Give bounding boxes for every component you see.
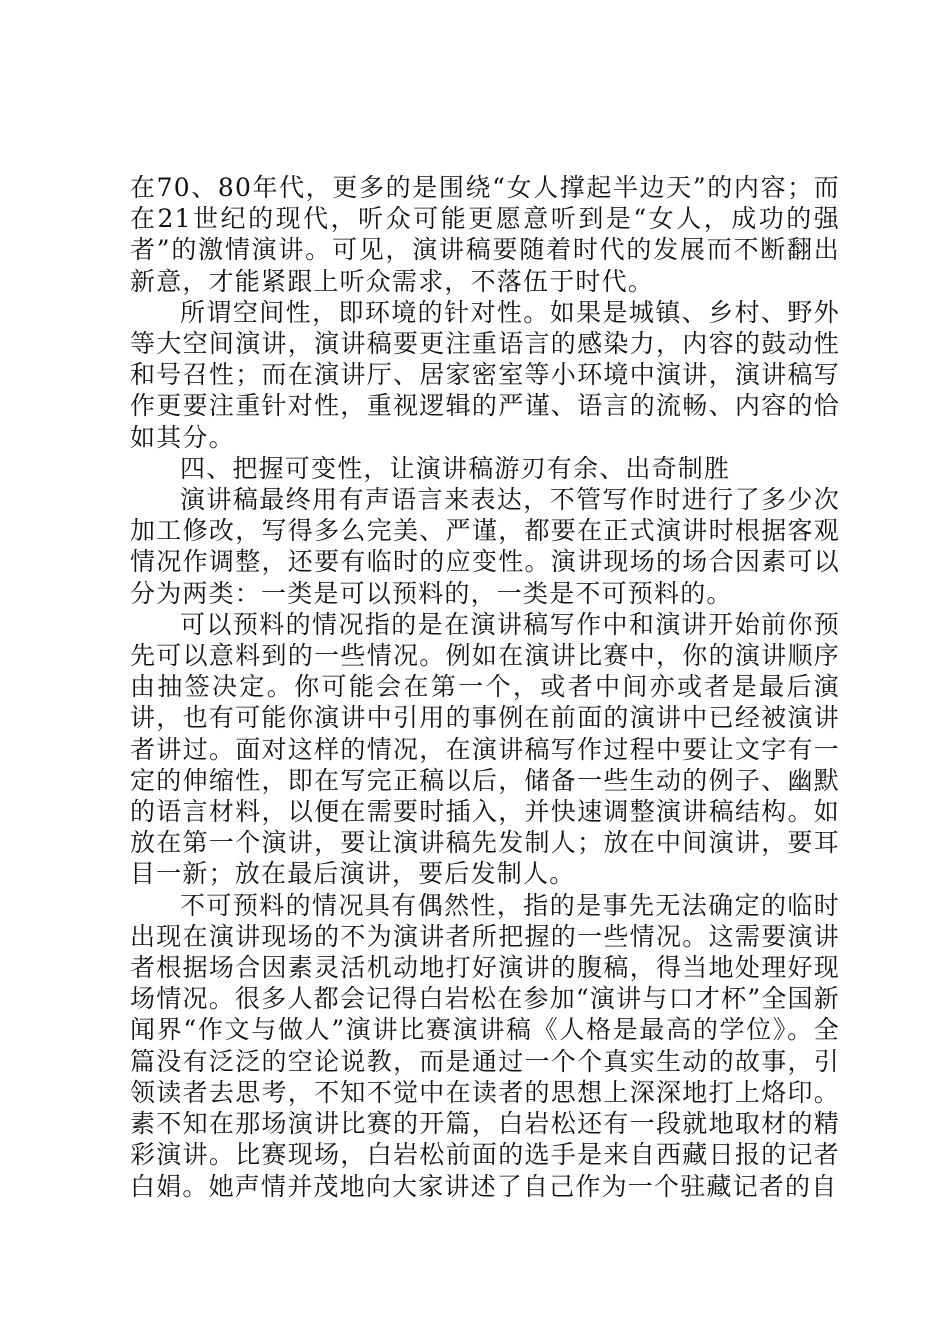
paragraph-1: 在70、80年代，更多的是围绕“女人撑起半边天”的内容；而在21世纪的现代，听众可能更愿意听到是“女人，成功的强者”的激情演讲。可见，演讲稿要随着时代的发展而不断翻出新意，才能紧跟上听众需求，不落伍于时代。 (130, 173, 840, 296)
paragraph-2: 所谓空间性，即环境的针对性。如果是城镇、乡村、野外等大空间演讲，演讲稿要更注重语言的感染力，内容的鼓动性和号召性；而在演讲厅、居家密室等小环境中演讲，演讲稿写作更要注重针对性，重视逻辑的严谨、语言的流畅、内容的恰如其分。 (130, 297, 840, 452)
paragraph-5: 不可预料的情况具有偶然性，指的是事先无法确定的临时出现在演讲现场的不为演讲者所把握的一些情况。这需要演讲者根据场合因素灵活机动地打好演讲的腹稿，得当地处理好现场情况。很多人都会记得白岩松在参加“演讲与口才杯”全国新闻界“作文与做人”演讲比赛演讲稿《人格是最高的学位》。全篇没有泛泛的空论说教，而是通过一个个真实生动的故事，引领读者去思考，不知不觉中在读者的思想上深深地打上烙印。素不知在那场演讲比赛的开篇，白岩松还有一段就地取材的精彩演讲。比赛现场，白岩松前面的选手是来自西藏日报的记者白娟。她声情并茂地向大家讲述了自己作为一个驻藏记者的自 (130, 890, 840, 1201)
section-heading: 四、把握可变性，让演讲稿游刃有余、出奇制胜 (180, 453, 731, 483)
paragraph-3: 演讲稿最终用有声语言来表达，不管写作时进行了多少次加工修改，写得多么完美、严谨，都要在正式演讲时根据客观情况作调整，还要有临时的应变性。演讲现场的场合因素可以分为两类：一类是可以预料的，一类是不可预料的。 (130, 485, 840, 608)
paragraph-4: 可以预料的情况指的是在演讲稿写作中和演讲开始前你预先可以意料到的一些情况。例如在演讲比赛中，你的演讲顺序由抽签决定。你可能会在第一个，或者中间亦或者是最后演讲，也有可能你演讲中引用的事例在前面的演讲中已经被演讲者讲过。面对这样的情况，在演讲稿写作过程中要让文字有一定的伸缩性，即在写完正稿以后，储备一些生动的例子、幽默的语言材料，以便在需要时插入，并快速调整演讲稿结构。如放在第一个演讲，要让演讲稿先发制人；放在中间演讲，要耳目一新；放在最后演讲，要后发制人。 (130, 609, 840, 889)
